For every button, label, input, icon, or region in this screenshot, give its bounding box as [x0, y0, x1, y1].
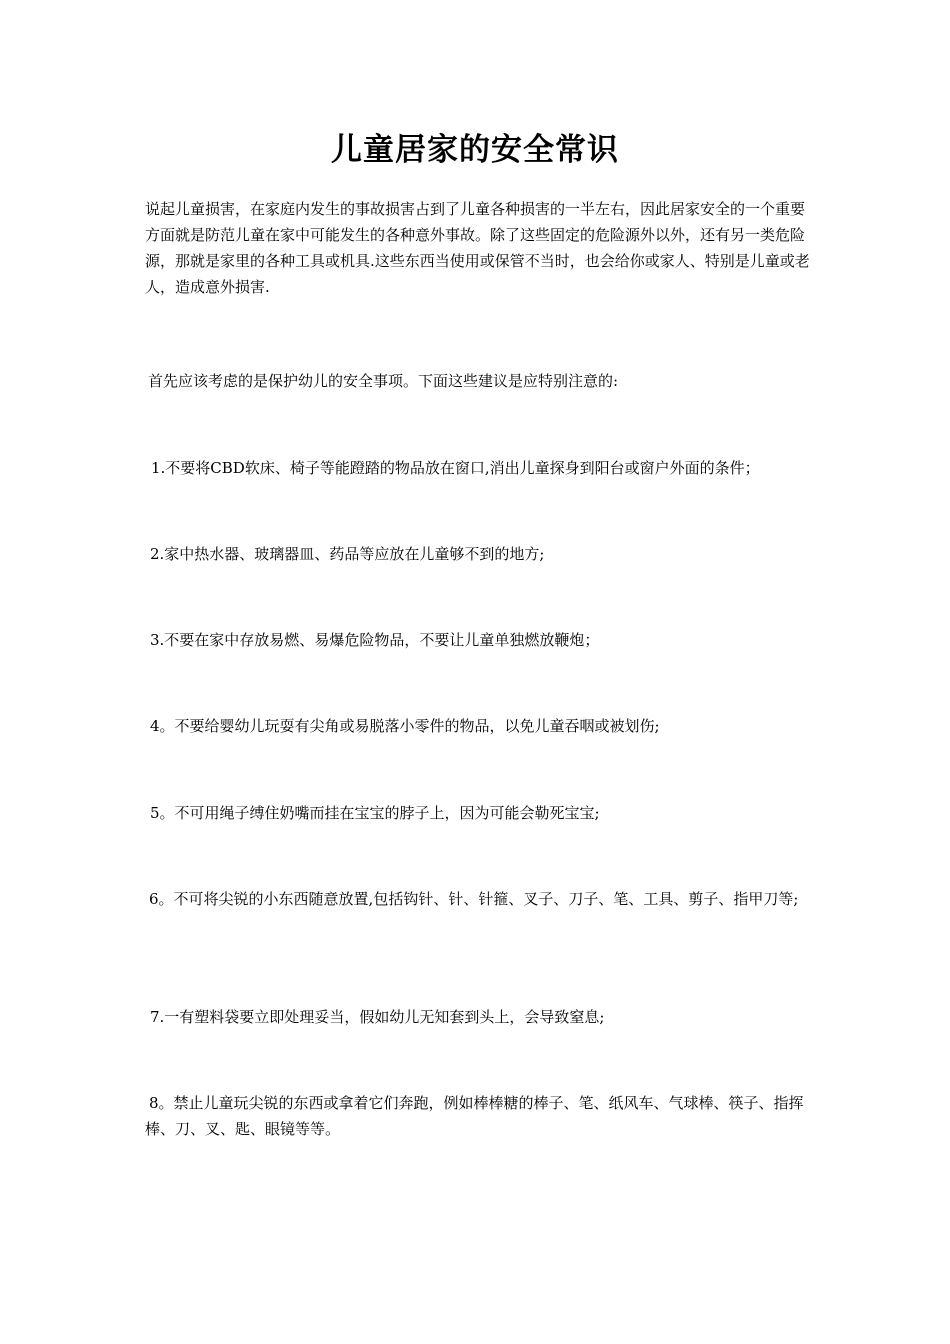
list-item-5: 5。不可用绳子缚住奶嘴而挂在宝宝的脖子上，因为可能会勒死宝宝;: [150, 804, 600, 822]
list-item-4: 4。不要给婴幼儿玩耍有尖角或易脱落小零件的物品，以免儿童吞咽或被划伤;: [150, 717, 660, 735]
list-item-2: 2.家中热水器、玻璃器皿、药品等应放在儿童够不到的地方;: [150, 545, 545, 563]
lead-paragraph: 首先应该考虑的是保护幼儿的安全事项。下面这些建议是应特别注意的:: [148, 372, 619, 390]
list-item-3: 3.不要在家中存放易燃、易爆危险物品，不要让儿童单独燃放鞭炮；: [150, 631, 600, 649]
list-item-1: 1.不要将CBD软床、椅子等能蹬踏的物品放在窗口,消出儿童探身到阳台或窗户外面的条件；: [151, 459, 760, 477]
list-item-8: 8。禁止儿童玩尖锐的东西或拿着它们奔跑，例如棒棒糖的棒子、笔、纸风车、气球棒、筷子、指挥棒、刀、叉、匙、眼镜等等。: [145, 1094, 804, 1138]
document-title: 儿童居家的安全常识: [331, 132, 619, 168]
list-item-6: 6。不可将尖锐的小东西随意放置,包括钩针、针、针箍、叉子、刀子、笔、工具、剪子、指甲刀等;: [149, 890, 799, 908]
intro-paragraph: 说起儿童损害，在家庭内发生的事故损害占到了儿童各种损害的一半左右，因此居家安全的一个重要方面就是防范儿童在家中可能发生的各种意外事故。除了这些固定的危险源外以外，还有另一类危险源，那就是家里的各种工具或机具.这些东西当使用或保管不当时，也会给你或家人、特别是儿童或老人，造成意外损害.: [145, 200, 810, 296]
list-item-7: 7.一有塑料袋要立即处理妥当，假如幼儿无知套到头上，会导致窒息;: [150, 1008, 605, 1026]
